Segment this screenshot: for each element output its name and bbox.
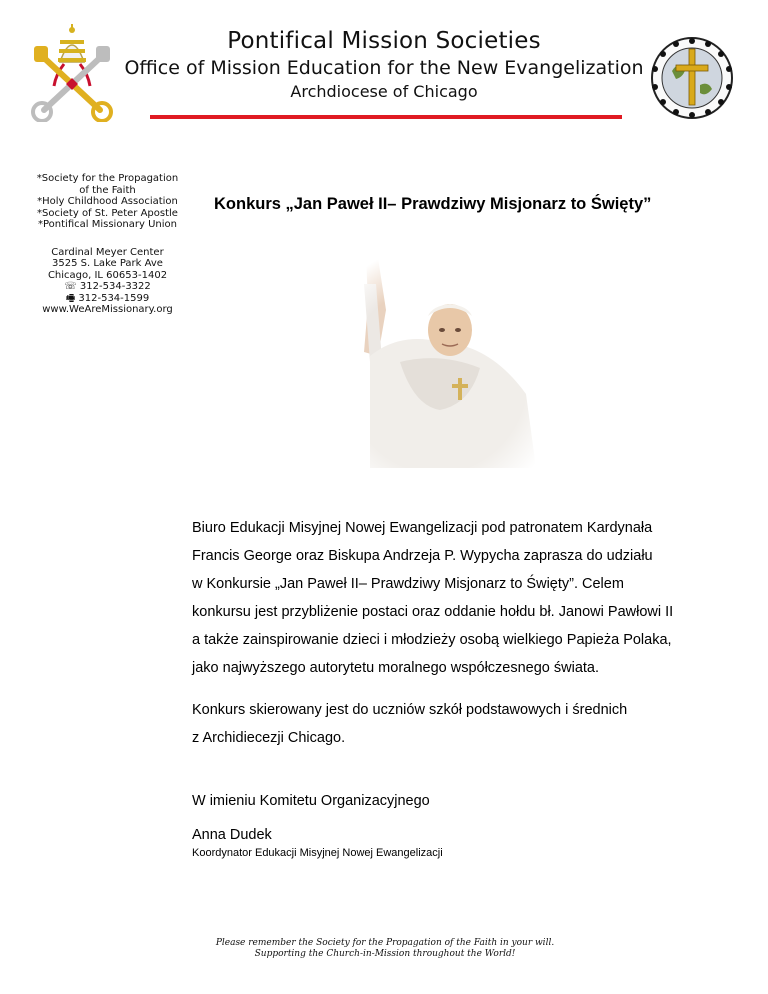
sidebar-info — [20, 173, 195, 316]
website-link[interactable]: www.WeAreMissionary.org — [42, 304, 173, 315]
address-line: Cardinal Meyer Center — [51, 246, 164, 258]
paragraph-line: z Archidiecezji Chicago. — [192, 730, 346, 746]
signer-role: Koordynator Edukacji Misyjnej Nowej Ewangelizacji — [192, 847, 443, 859]
signer-name: Anna Dudek — [192, 827, 272, 843]
paragraph-line: w Konkursie „Jan Paweł II– Prawdziwy Misjonarz to Święty”. Celem — [192, 576, 624, 592]
signoff-text: W imieniu Komitetu Organizacyjnego — [192, 793, 430, 809]
phone-number: 312-534-3322 — [79, 281, 151, 292]
invitation-paragraph — [192, 514, 742, 682]
fax-line — [20, 293, 195, 305]
paragraph-line: Konkurs skierowany jest do uczniów szkół podstawowych i średnich — [192, 702, 628, 718]
header-divider — [150, 115, 622, 119]
paragraph-line: Francis George oraz Biskupa Andrzeja P. Wypycha zaprasza do udziału — [192, 548, 653, 564]
pope-photo — [330, 244, 544, 468]
address-line: Chicago, IL 60653-1402 — [47, 269, 168, 281]
papal-keys-emblem — [26, 24, 118, 122]
mission-cross-globe-emblem — [646, 33, 738, 123]
contest-heading: Konkurs „Jan Paweł II– Prawdziwy Misjonarz to Święty” — [214, 195, 652, 213]
fax-number: 312-534-1599 — [78, 292, 150, 304]
society-item: *Society of St. Peter Apostle — [37, 207, 178, 219]
office-subtitle: Office of Mission Education for the New Evangelization — [124, 57, 644, 79]
fax-icon: 🖷 — [65, 292, 76, 304]
footer-line: Supporting the Church-in-Mission throughout the World! — [254, 949, 516, 959]
footer-line: Please remember the Society for the Propagation of the Faith in your will. — [215, 938, 555, 948]
phone-icon: ☏ — [64, 281, 77, 292]
address-line: 3525 S. Lake Park Ave — [52, 258, 163, 269]
society-item: *Pontifical Missionary Union — [38, 219, 177, 230]
archdiocese-label: Archdiocese of Chicago — [290, 82, 478, 101]
phone-line — [20, 281, 195, 293]
society-item: *Holy Childhood Association — [37, 196, 178, 207]
footer-note — [160, 938, 610, 960]
paragraph-line: a także zainspirowanie dzieci i młodzieży osobą wielkiego Papieża Polaka, — [192, 632, 672, 648]
paragraph-line: Biuro Edukacji Misyjnej Nowej Ewangelizacji pod patronatem Kardynała — [192, 520, 653, 536]
paragraph-line: konkursu jest przybliżenie postaci oraz oddanie hołdu bł. Janowi Pawłowi II — [192, 604, 674, 620]
society-item: of the Faith — [79, 184, 136, 196]
society-item: *Society for the Propagation — [36, 173, 179, 184]
audience-paragraph — [192, 696, 742, 752]
page-title: Pontifical Mission Societies — [227, 28, 541, 54]
paragraph-line: jako najwyższego autorytetu moralnego współczesnego świata. — [192, 660, 600, 676]
